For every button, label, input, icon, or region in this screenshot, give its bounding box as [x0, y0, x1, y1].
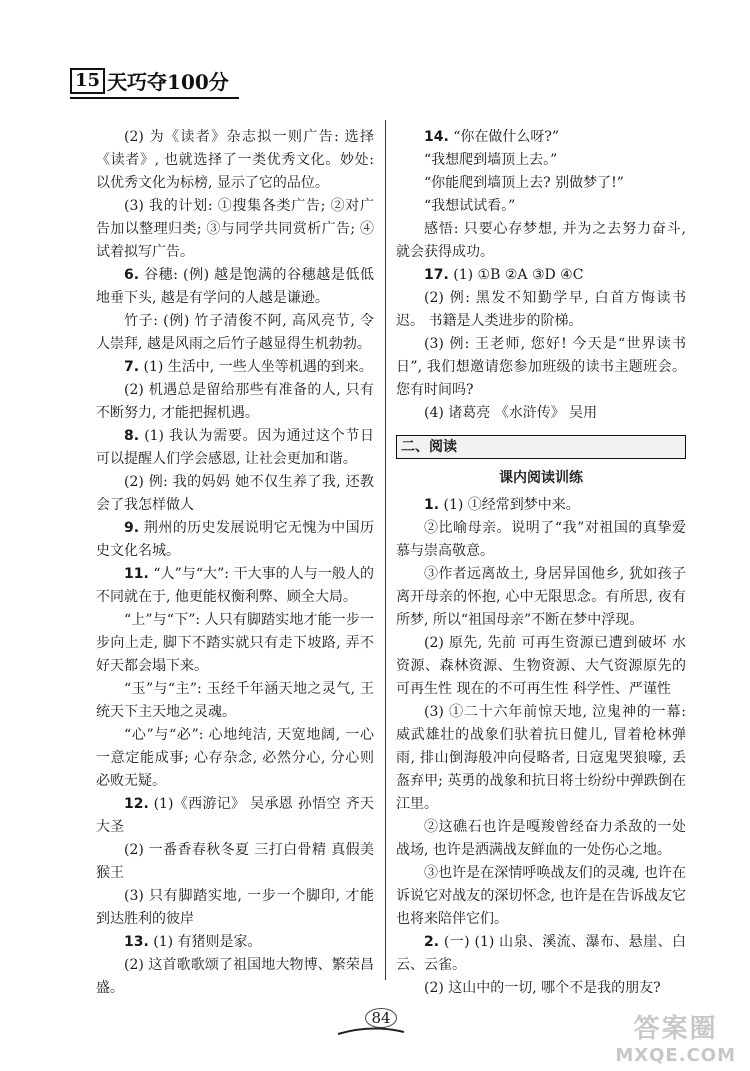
- answer-paragraph: [96, 310, 374, 356]
- question-number: 1.: [424, 497, 440, 513]
- answer-text: (3) 我的计划: ①搜集各类广告; ②对广告加以整理归类; ③与同学共同赏析广告; ④试着拟写广告。: [96, 198, 374, 260]
- question-number: 11.: [124, 566, 149, 582]
- answer-paragraph: [96, 425, 374, 471]
- right-top-block: [396, 126, 686, 425]
- answer-paragraph: [96, 264, 374, 310]
- answer-text: 谷穗: (例) 越是饱满的谷穗越是低低地垂下头, 越是有学问的人越是谦逊。: [96, 267, 374, 306]
- logo-title: 天巧夺100分: [107, 70, 229, 94]
- watermark-text: 答案圈: [633, 1014, 718, 1044]
- answer-text: (2) 为《读者》杂志拟一则广告: 选择《读者》, 也就选择了一类优秀文化。妙处: 以优秀文化为标榜, 显示了它的品位。: [96, 129, 374, 191]
- answer-text: (1) 生活中, 一些人坐等机遇的到来。: [139, 359, 373, 375]
- answer-paragraph: [96, 954, 374, 1000]
- answer-paragraph: [396, 517, 686, 563]
- answer-text: “玉”与“主”: 玉经千年涵天地之灵气, 王统天下主天地之灵魂。: [96, 681, 374, 720]
- answer-paragraph: [396, 563, 686, 632]
- answer-paragraph: [396, 333, 686, 402]
- answer-text: ③也许是在深情呼唤战友们的灵魂, 也许在诉说它对战友的深切怀念, 也许是在告诉战友它也将来陪伴它们。: [396, 865, 686, 927]
- answer-paragraph: [96, 356, 374, 379]
- answer-text: (2) 原先, 先前 可再生资源已遭到破坏 水资源、森林资源、生物资源、大气资源原先的可再生性 现在的不可再生性 科学性、严谨性: [396, 635, 686, 697]
- answer-text: (3) 只有脚踏实地, 一步一个脚印, 才能到达胜利的彼岸: [96, 888, 374, 927]
- answer-paragraph: [96, 471, 374, 517]
- answer-text: (2) 这山中的一切, 哪个不是我的朋友?: [424, 980, 661, 996]
- answer-text: “上”与“下”: 人只有脚踏实地才能一步一步向上走, 脚下不踏实就只有走下坡路, 弄不好天都会塌下来。: [96, 612, 374, 674]
- answer-paragraph: [396, 195, 686, 218]
- answer-text: “你能爬到墙顶上去? 别做梦了!”: [424, 175, 624, 191]
- answer-text: (2) 这首歌歌颂了祖国地大物博、繁荣昌盛。: [96, 957, 374, 996]
- answer-paragraph: [396, 287, 686, 333]
- answer-text: (1) ①经常到梦中来。: [439, 497, 580, 513]
- answer-paragraph: [96, 678, 374, 724]
- answer-text: (4) 诸葛亮 《水浒传》 吴用: [424, 405, 598, 421]
- answer-paragraph: [396, 218, 686, 264]
- answer-text: (1) 我认为需要。因为通过这个节日可以提醒人们学会感恩, 让社会更加和谐。: [96, 428, 374, 467]
- answer-paragraph: [96, 724, 374, 793]
- answer-text: (2) 例: 我的妈妈 她不仅生养了我, 还教会了我怎样做人: [96, 474, 374, 513]
- answer-paragraph: [96, 793, 374, 839]
- answer-text: ③作者远离故土, 身居异国他乡, 犹如孩子离开母亲的怀抱, 心中无限思念。有所思, 夜有所梦, 所以“祖国母亲”不断在梦中浮现。: [396, 566, 686, 628]
- answer-paragraph: [96, 609, 374, 678]
- answer-text: (1) 有猪则是家。: [148, 934, 262, 950]
- answer-paragraph: [396, 172, 686, 195]
- answer-paragraph: [96, 839, 374, 885]
- page-number: 84: [365, 1008, 397, 1028]
- question-number: 6.: [124, 267, 140, 283]
- question-number: 7.: [124, 359, 140, 375]
- question-number: 8.: [124, 428, 140, 444]
- answer-paragraph: [396, 264, 686, 287]
- answer-text: 荆州的历史发展说明它无愧为中国历史文化名城。: [96, 520, 374, 559]
- answer-text: (3) 例: 王老师, 您好! 今天是“世界读书日”, 我们想邀请您参加班级的读书主题班会。您有时间吗?: [396, 336, 686, 398]
- answer-paragraph: [396, 816, 686, 862]
- answer-paragraph: [396, 632, 686, 701]
- answer-text: (1) ①B ②A ③D ④C: [448, 267, 584, 283]
- answer-paragraph: [396, 402, 686, 425]
- section-title: 二、阅读: [396, 435, 686, 459]
- left-column: [96, 126, 374, 1000]
- page-footer: [0, 996, 750, 1066]
- answer-paragraph: [96, 517, 374, 563]
- logo-box-number: 15: [70, 68, 105, 94]
- answer-text: 竹子: (例) 竹子清俊不阿, 高风亮节, 令人崇拜, 越是风雨之后竹子越显得生机勃勃。: [96, 313, 374, 352]
- answer-text: “人”与“大”: 干大事的人与一般人的不同就在于, 他更能权衡利弊、顾全大局。: [96, 566, 374, 605]
- series-logo: [70, 66, 229, 95]
- question-number: 9.: [124, 520, 140, 536]
- answer-text: 感悟: 只要心存梦想, 并为之去努力奋斗, 就会获得成功。: [396, 221, 686, 260]
- answer-text: (1)《西游记》 吴承恩 孙悟空 齐天大圣: [96, 796, 374, 835]
- question-number: 14.: [424, 129, 449, 145]
- answer-paragraph: [96, 563, 374, 609]
- answer-paragraph: [396, 931, 686, 977]
- answer-text: (2) 一番香春秋冬夏 三打白骨精 真假美猴王: [96, 842, 374, 881]
- answer-text: (一) (1) 山泉、溪流、瀑布、悬崖、白云、云雀。: [396, 934, 686, 973]
- answer-paragraph: [96, 126, 374, 195]
- right-bottom-block: [396, 494, 686, 1000]
- watermark-url: MXQE.COM: [615, 1045, 736, 1066]
- answer-paragraph: [96, 195, 374, 264]
- answer-text: “我想试试看。”: [424, 198, 516, 214]
- question-number: 17.: [424, 267, 449, 283]
- subheading: 课内阅读训练: [499, 470, 583, 486]
- answer-paragraph: [96, 885, 374, 931]
- answer-paragraph: [396, 126, 686, 149]
- column-divider: [385, 120, 386, 980]
- question-number: 12.: [124, 796, 149, 812]
- answer-text: “我想爬到墙顶上去。”: [424, 152, 558, 168]
- question-number: 2.: [424, 934, 440, 950]
- answer-text: (2) 例: 黑发不知勤学早, 白首方悔读书迟。 书籍是人类进步的阶梯。: [396, 290, 686, 329]
- header-underline: [70, 97, 239, 99]
- answer-paragraph: [96, 931, 374, 954]
- right-column: [396, 126, 686, 1000]
- answer-paragraph: [396, 701, 686, 816]
- watermark: [615, 1008, 736, 1066]
- answer-paragraph: [396, 149, 686, 172]
- answer-paragraph: [396, 862, 686, 931]
- answer-text: ②比喻母亲。说明了“我”对祖国的真挚爱慕与崇高敬意。: [396, 520, 686, 559]
- answer-text: (2) 机遇总是留给那些有准备的人, 只有不断努力, 才能把握机遇。: [96, 382, 374, 421]
- answer-paragraph: [96, 379, 374, 425]
- answer-paragraph: [396, 494, 686, 517]
- answer-text: ②这礁石也许是嘎羧曾经奋力杀敌的一处战场, 也许是洒满战友鲜血的一处伤心之地。: [396, 819, 686, 858]
- book-header: [70, 66, 229, 95]
- answer-text: “心”与“必”: 心地纯洁, 天宽地阔, 一心一意定能成事; 心存杂念, 必然分心, 分心则必败无疑。: [96, 727, 374, 789]
- swoosh-decoration: [336, 1026, 406, 1036]
- answer-text: “你在做什么呀?”: [448, 129, 560, 145]
- answer-text: (3) ①二十六年前惊天地, 泣鬼神的一幕: 威武雄壮的战象们驮着抗日健儿, 冒着枪林弹雨, 排山倒海般冲向侵略者, 日寇鬼哭狼嚎, 丢盔弃甲; 英勇的战象和抗日将士纷纷中弹跌倒在江里。: [396, 704, 686, 812]
- question-number: 13.: [124, 934, 149, 950]
